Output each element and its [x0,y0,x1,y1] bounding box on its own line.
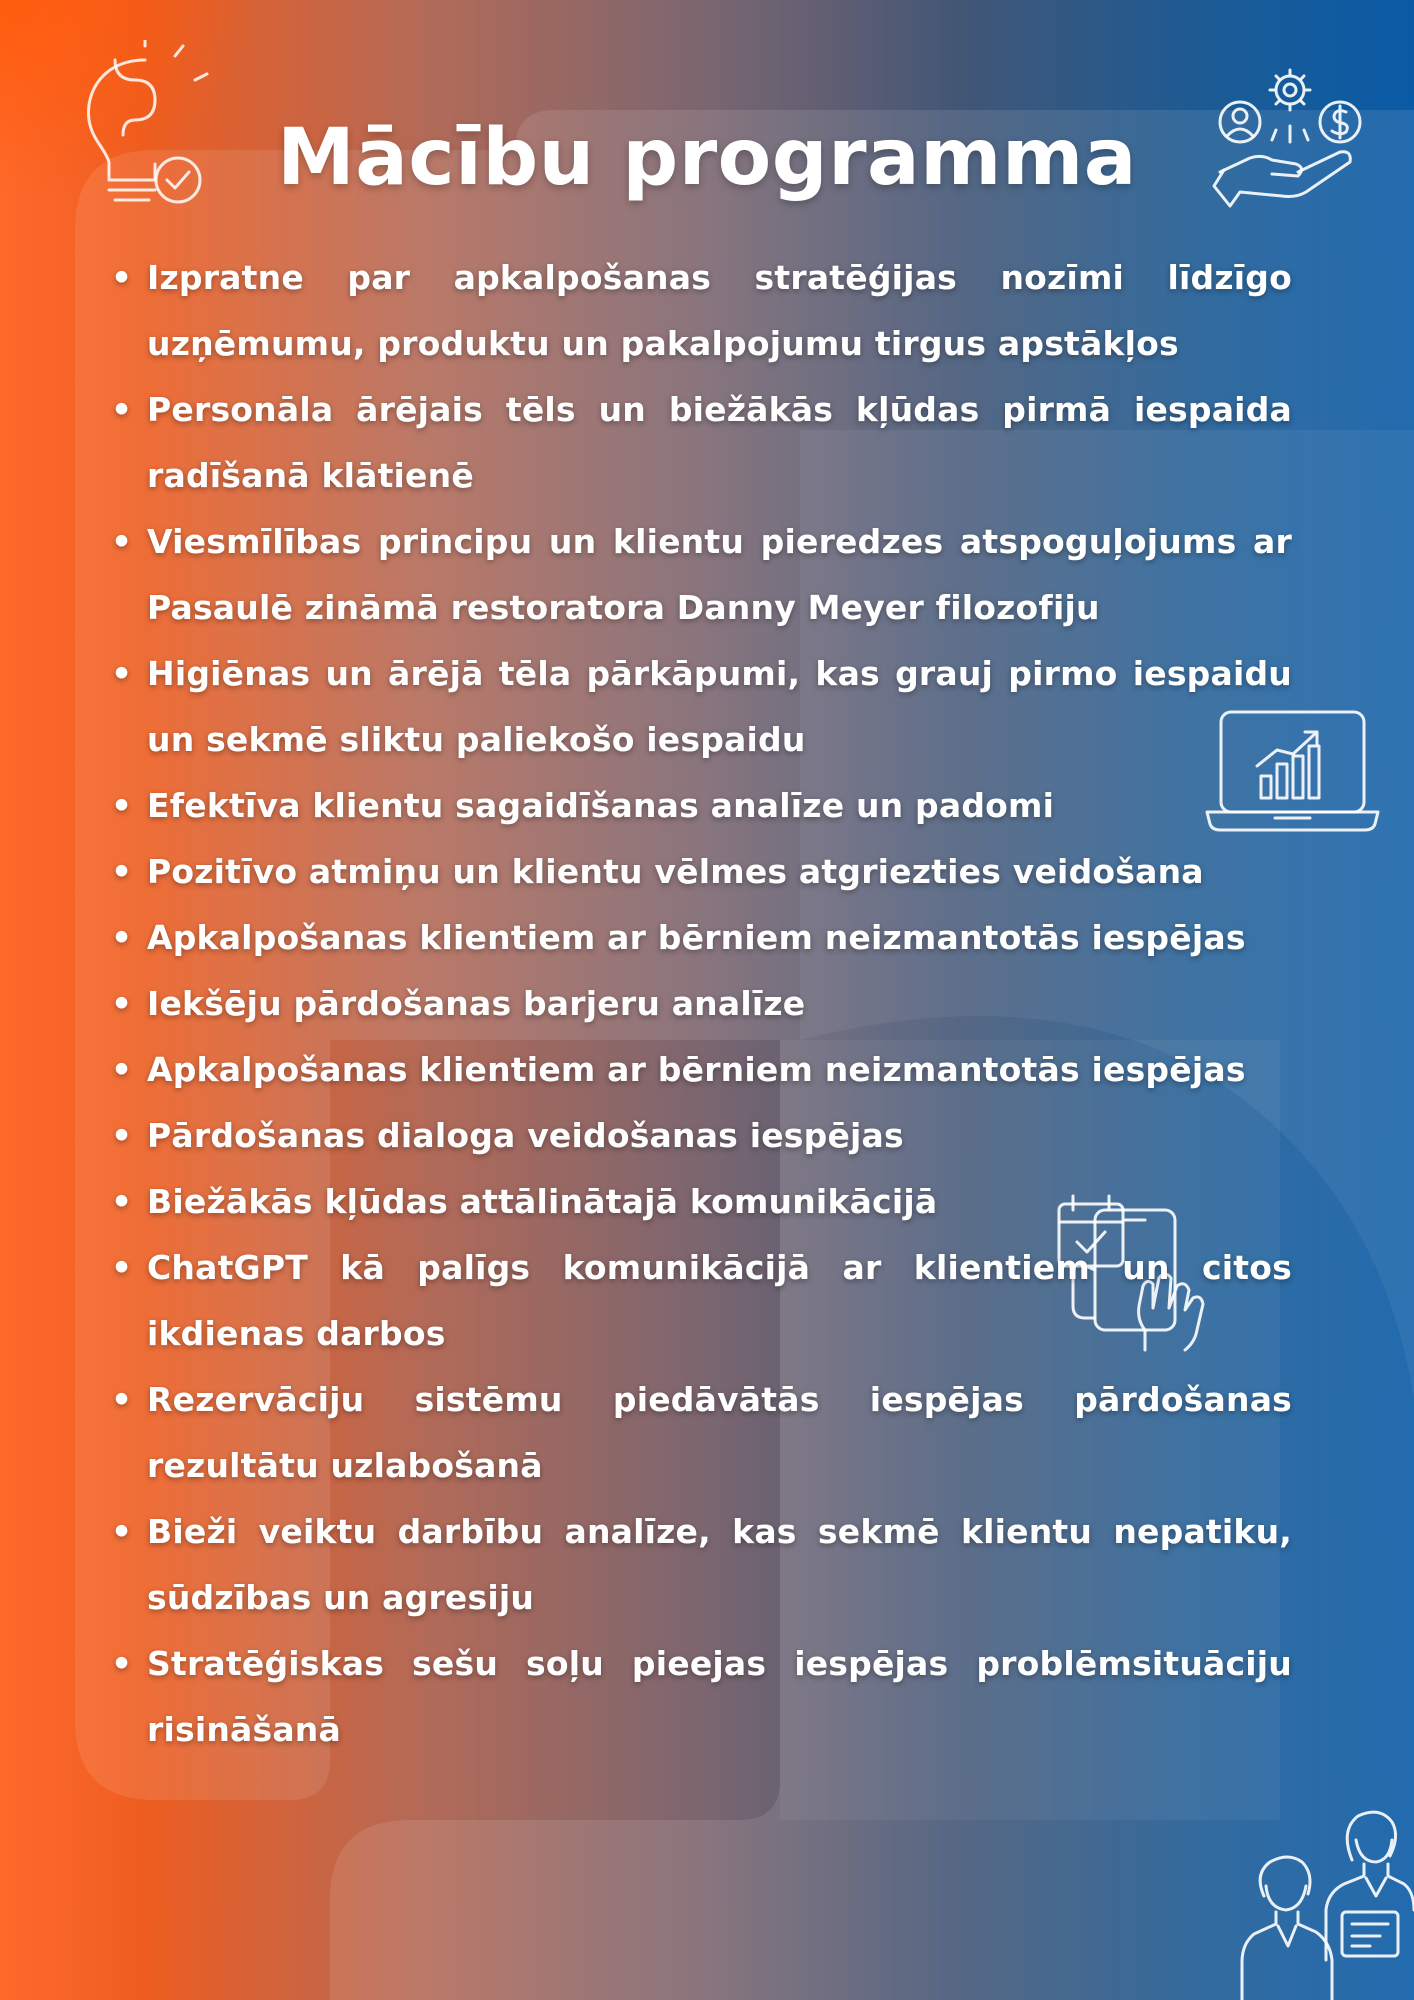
program-list [147,245,1292,1763]
list-item: • Apkalpošanas klientiem ar bērniem neizmantotās iespējas [147,1037,1292,1103]
list-item: • Higiēnas un ārējā tēla pārkāpumi, kas grauj pirmo iespaidu un sekmē sliktu paliekošo iespaidu [147,641,1292,773]
list-item: • Bieži veiktu darbību analīze, kas sekmē klientu nepatiku, sūdzības un agresiju [147,1499,1292,1631]
list-item: • Pārdošanas dialoga veidošanas iespējas [147,1103,1292,1169]
people-consultation-icon [1240,1800,1414,2000]
list-item: • Efektīva klientu sagaidīšanas analīze un padomi [147,773,1292,839]
page-title: Mācību programma [277,113,1137,203]
list-item: • Rezervāciju sistēmu piedāvātās iespējas pārdošanas rezultātu uzlabošanā [147,1367,1292,1499]
list-item: • Personāla ārējais tēls un biežākās kļūdas pirmā iespaida radīšanā klātienē [147,377,1292,509]
list-item: • Biežākās kļūdas attālinātajā komunikācijā [147,1169,1292,1235]
list-item: • Viesmīlības principu un klientu pieredzes atspoguļojums ar Pasaulē zināmā restoratora Danny Meyer filozofiju [147,509,1292,641]
list-item: • Izpratne par apkalpošanas stratēģijas nozīmi līdzīgo uzņēmumu, produktu un pakalpojumu tirgus apstākļos [147,245,1292,377]
list-item: • Stratēģiskas sešu soļu pieejas iespējas problēmsituāciju risināšanā [147,1631,1292,1763]
list-item: • Apkalpošanas klientiem ar bērniem neizmantotās iespējas [147,905,1292,971]
list-item: • Iekšēju pārdošanas barjeru analīze [147,971,1292,1037]
list-item: • ChatGPT kā palīgs komunikācijā ar klientiem un citos ikdienas darbos [147,1235,1292,1367]
list-item: • Pozitīvo atmiņu un klientu vēlmes atgriezties veidošana [147,839,1292,905]
hand-gear-money-icon [1210,60,1370,220]
